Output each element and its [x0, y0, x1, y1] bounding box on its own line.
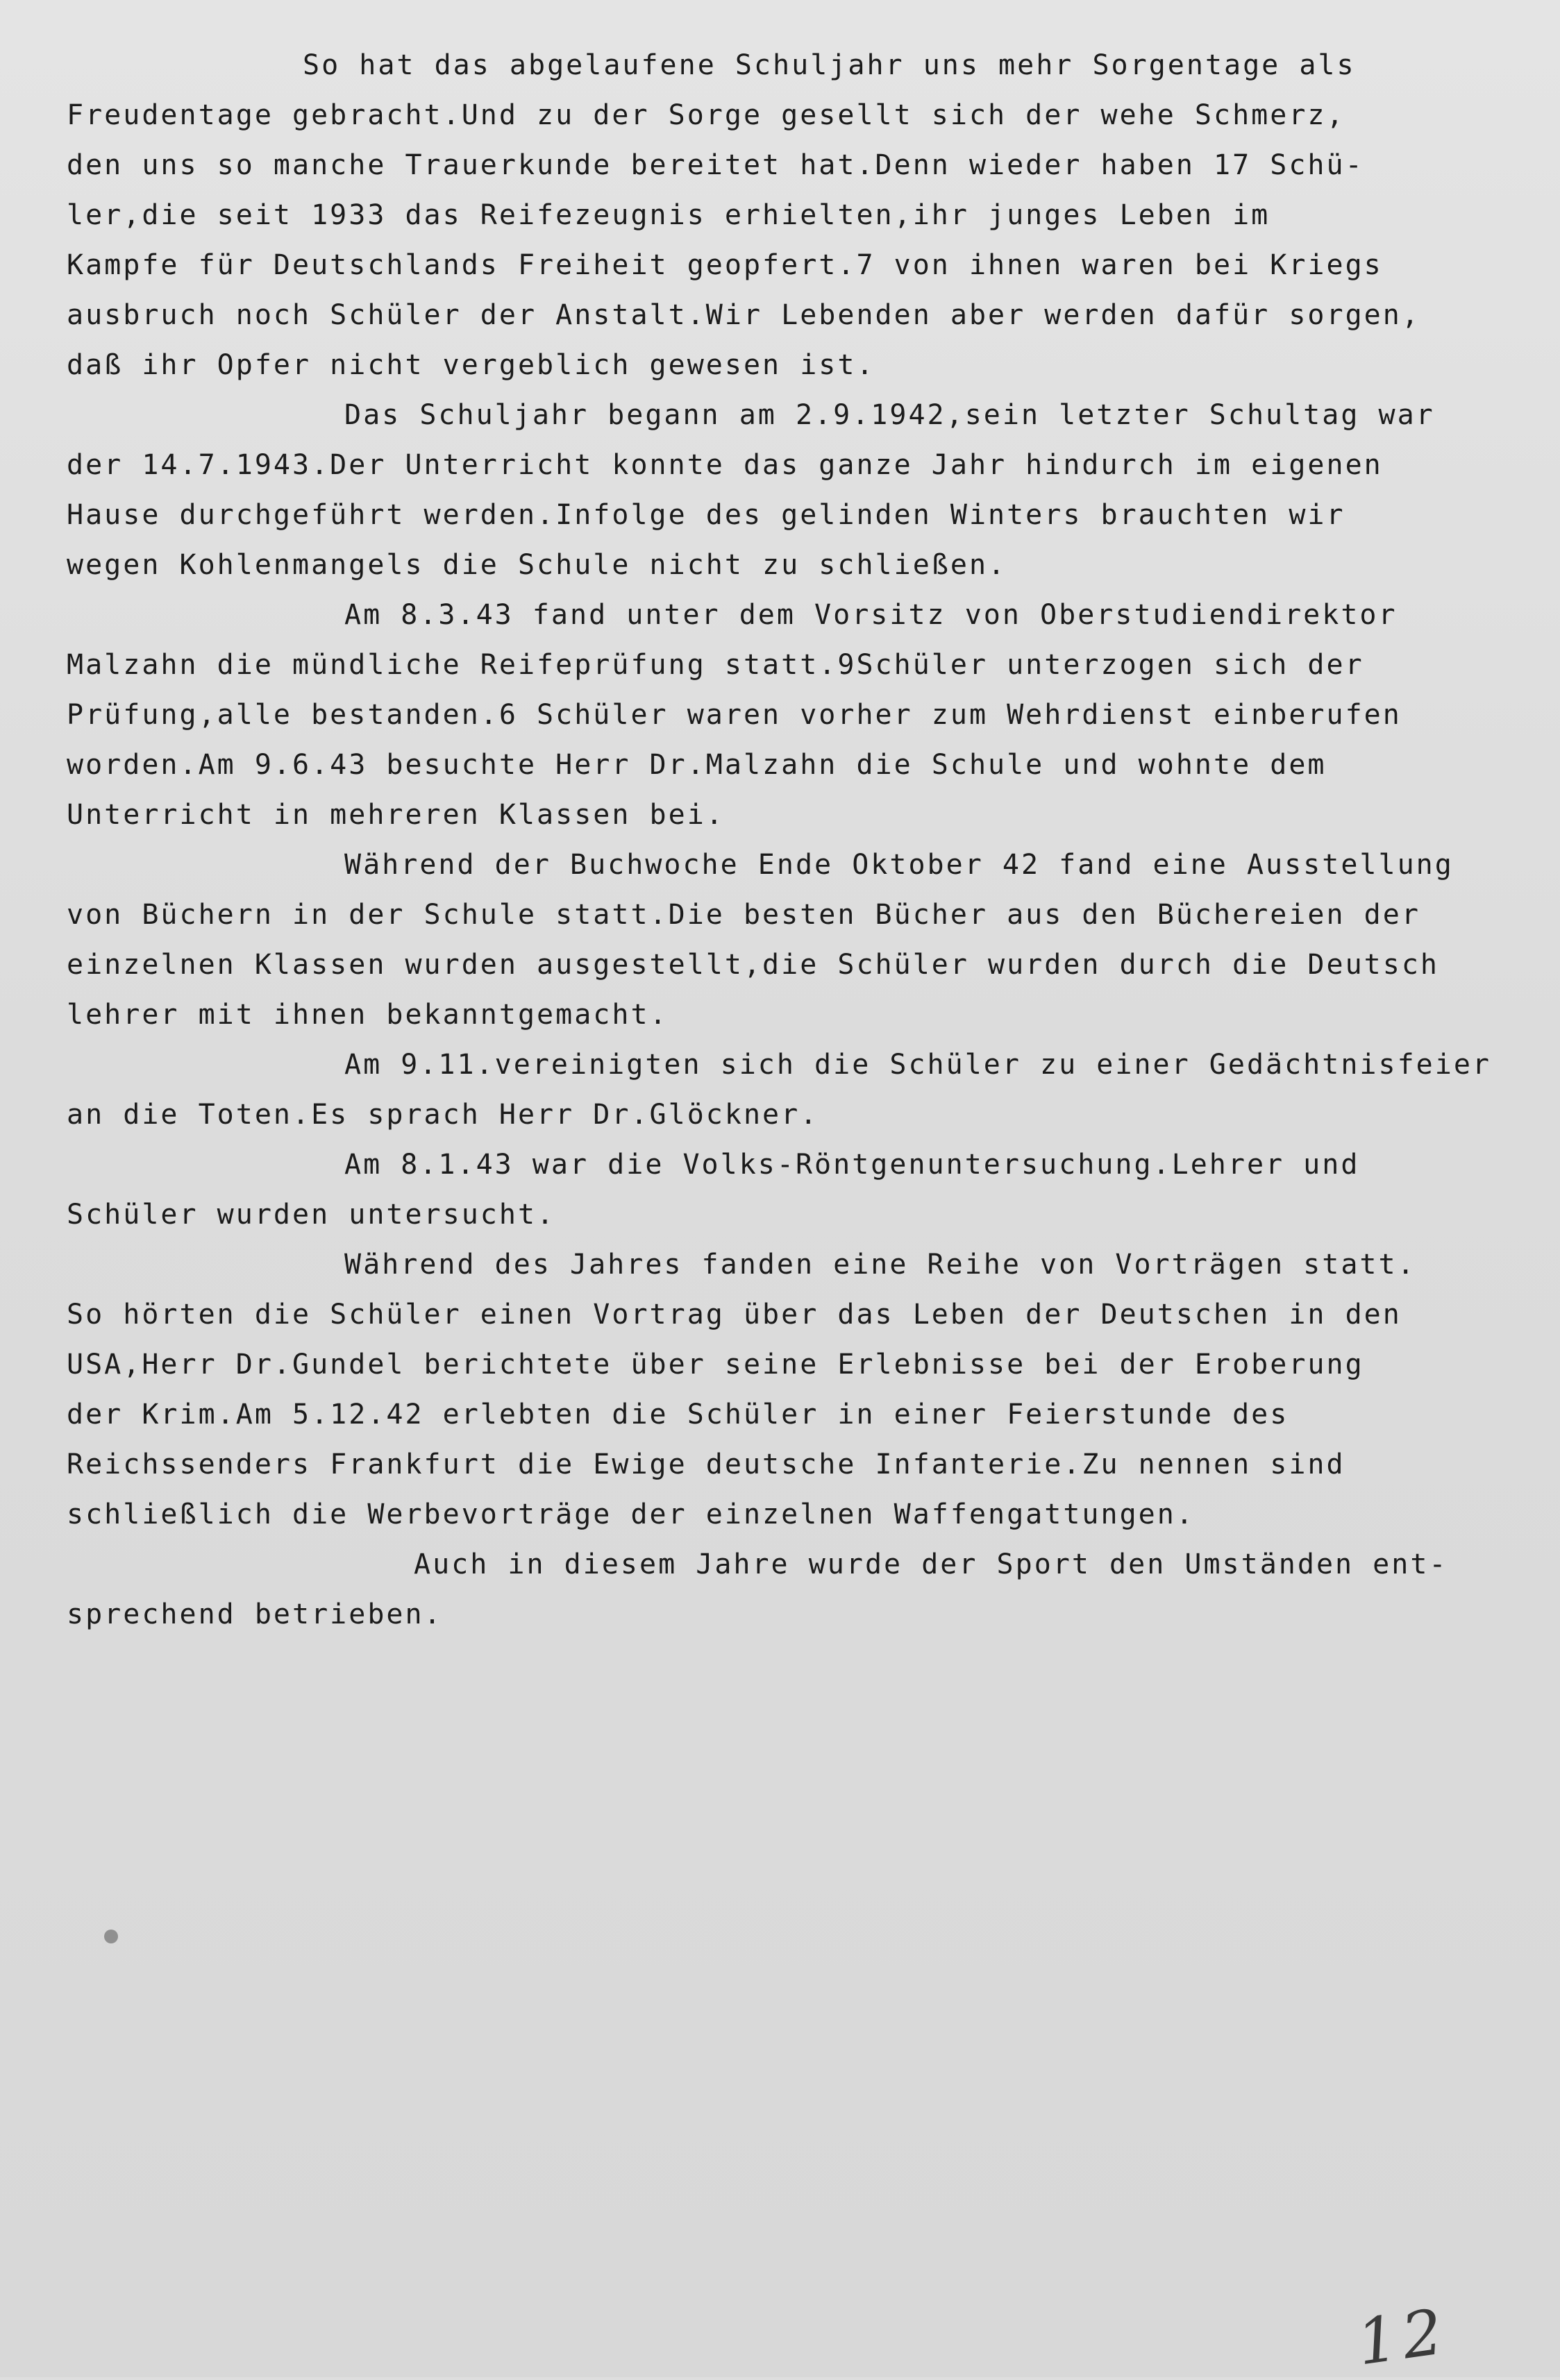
text-line: Unterricht in mehreren Klassen bei.	[67, 799, 725, 831]
paragraph-8	[67, 1539, 1545, 1639]
text-line: einzelnen Klassen wurden ausgestellt,die Schüler wurden durch die Deutsch	[67, 949, 1439, 981]
text-line: Schüler wurden untersucht.	[67, 1199, 556, 1231]
text-line: Während der Buchwoche Ende Oktober 42 fand eine Ausstellung	[344, 849, 1454, 881]
text-line: Prüfung,alle bestanden.6 Schüler waren vorher zum Wehrdienst einberufen	[67, 699, 1402, 731]
text-line: Auch in diesem Jahre wurde der Sport den Umständen ent-	[414, 1548, 1448, 1580]
paragraph-5	[67, 1040, 1545, 1140]
text-line: lehrer mit ihnen bekanntgemacht.	[67, 999, 669, 1031]
paragraph-2	[67, 390, 1545, 590]
text-line: von Büchern in der Schule statt.Die besten Bücher aus den Büchereien der	[67, 899, 1420, 931]
paragraph-7	[67, 1240, 1545, 1539]
text-line: der 14.7.1943.Der Unterricht konnte das ganze Jahr hindurch im eigenen	[67, 449, 1383, 481]
text-line: den uns so manche Trauerkunde bereitet hat.Denn wieder haben 17 Schü-	[67, 149, 1364, 181]
text-line: schließlich die Werbevorträge der einzelnen Waffengattungen.	[67, 1499, 1195, 1530]
text-line: Freudentage gebracht.Und zu der Sorge gesellt sich der wehe Schmerz,	[67, 99, 1345, 131]
text-line: So hörten die Schüler einen Vortrag über das Leben der Deutschen in den	[67, 1299, 1402, 1331]
text-line: ler,die seit 1933 das Reifezeugnis erhielten,ihr junges Leben im	[67, 199, 1270, 231]
text-line: ausbruch noch Schüler der Anstalt.Wir Lebenden aber werden dafür sorgen,	[67, 299, 1420, 331]
paragraph-4	[67, 840, 1545, 1040]
text-line: Malzahn die mündliche Reifeprüfung statt.9Schüler unterzogen sich der	[67, 649, 1364, 681]
text-line: So hat das abgelaufene Schuljahr uns mehr Sorgentage als	[303, 49, 1356, 81]
paragraph-3	[67, 590, 1545, 840]
text-line: Kampfe für Deutschlands Freiheit geopfert.7 von ihnen waren bei Kriegs	[67, 249, 1383, 281]
paragraph-1	[67, 40, 1545, 390]
text-line: Am 8.3.43 fand unter dem Vorsitz von Oberstudiendirektor	[344, 599, 1398, 631]
text-line: daß ihr Opfer nicht vergeblich gewesen ist.	[67, 349, 875, 381]
text-line: Am 9.11.vereinigten sich die Schüler zu einer Gedächtnisfeier	[344, 1049, 1492, 1081]
page-number: 12	[1352, 2295, 1453, 2380]
paragraph-6	[67, 1140, 1545, 1240]
text-line: worden.Am 9.6.43 besuchte Herr Dr.Malzahn die Schule und wohnte dem	[67, 749, 1327, 781]
typescript-text	[67, 40, 1545, 1639]
text-line: USA,Herr Dr.Gundel berichtete über seine Erlebnisse bei der Eroberung	[67, 1349, 1364, 1381]
text-line: Am 8.1.43 war die Volks-Röntgenuntersuchung.Lehrer und	[344, 1149, 1360, 1181]
ink-spot	[104, 1930, 118, 1943]
text-line: Hause durchgeführt werden.Infolge des gelinden Winters brauchten wir	[67, 499, 1345, 531]
text-line: an die Toten.Es sprach Herr Dr.Glöckner.	[67, 1099, 819, 1131]
text-line: der Krim.Am 5.12.42 erlebten die Schüler in einer Feierstunde des	[67, 1399, 1289, 1430]
text-line: Reichssenders Frankfurt die Ewige deutsche Infanterie.Zu nennen sind	[67, 1449, 1345, 1480]
text-line: Während des Jahres fanden eine Reihe von Vorträgen statt.	[344, 1249, 1416, 1281]
text-line: Das Schuljahr begann am 2.9.1942,sein letzter Schultag war	[344, 399, 1435, 431]
text-line: sprechend betrieben.	[67, 1598, 443, 1630]
text-line: wegen Kohlenmangels die Schule nicht zu schließen.	[67, 549, 1007, 581]
